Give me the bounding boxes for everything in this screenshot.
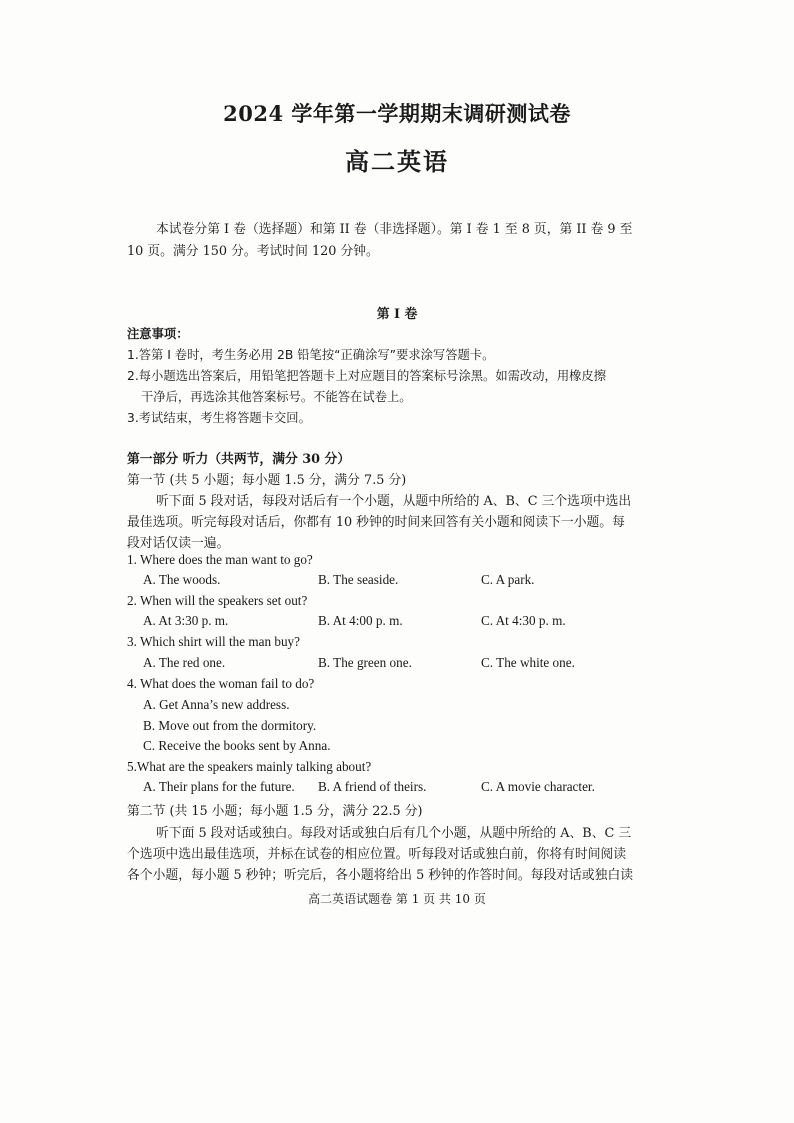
section1-heading: 第一节 (共 5 小题；每小题 1.5 分，满分 7.5 分) bbox=[127, 473, 407, 488]
notice-item: 1.答第 I 卷时，考生务必用 2B 铅笔按“正确涂写”要求涂写答题卡。 bbox=[127, 348, 495, 362]
notice-item: 2.每小题选出答案后，用铅笔把答题卡上对应题目的答案标号涂黑。如需改动，用橡皮擦 bbox=[127, 369, 607, 383]
exam-title: 2024 学年第一学期期末调研测试卷 bbox=[223, 101, 571, 126]
option-c: C. A movie character. bbox=[481, 779, 595, 794]
question-text: 1. Where does the man want to go? bbox=[127, 552, 313, 567]
notice-item: 3.考试结束，考生将答题卡交回。 bbox=[127, 411, 311, 425]
section1-instruction: 听下面 5 段对话，每段对话后有一个小题，从题中所给的 A、B、C 三个选项中选出 bbox=[156, 494, 632, 509]
option-b: B. A friend of theirs. bbox=[318, 779, 427, 794]
option-b: B. The green one. bbox=[318, 655, 412, 670]
option-a: A. At 3:30 p. m. bbox=[143, 613, 229, 628]
option-b: B. The seaside. bbox=[318, 572, 399, 587]
section2-instruction: 个选项中选出最佳选项，并标在试卷的相应位置。听每段对话或独白前，你将有时间阅读 bbox=[127, 847, 627, 862]
option-c: C. Receive the books sent by Anna. bbox=[143, 738, 331, 753]
question-text: 4. What does the woman fail to do? bbox=[127, 676, 315, 691]
question-text: 5.What are the speakers mainly talking about? bbox=[127, 759, 372, 774]
option-c: C. At 4:30 p. m. bbox=[481, 613, 566, 628]
section2-instruction: 各个小题，每小题 5 秒钟；听完后，各小题将给出 5 秒钟的作答时间。每段对话或独白读 bbox=[127, 868, 634, 883]
section1-instruction: 段对话仅读一遍。 bbox=[127, 536, 230, 551]
notice-item: 干净后，再选涂其他答案标号。不能答在试卷上。 bbox=[141, 390, 412, 404]
section1-instruction: 最佳选项。听完每段对话后，你都有 10 秒钟的时间来回答有关小题和阅读下一小题。每 bbox=[127, 515, 625, 530]
option-b: B. At 4:00 p. m. bbox=[318, 613, 403, 628]
option-c: C. The white one. bbox=[481, 655, 575, 670]
subject-title: 高二英语 bbox=[345, 147, 449, 176]
intro-line-2: 10 页。满分 150 分。考试时间 120 分钟。 bbox=[127, 244, 379, 259]
question-text: 3. Which shirt will the man buy? bbox=[127, 634, 300, 649]
option-a: A. Get Anna’s new address. bbox=[143, 697, 290, 712]
option-a: A. The red one. bbox=[143, 655, 226, 670]
option-a: A. The woods. bbox=[143, 572, 221, 587]
option-b: B. Move out from the dormitory. bbox=[143, 718, 317, 733]
option-c: C. A park. bbox=[481, 572, 535, 587]
question-text: 2. When will the speakers set out? bbox=[127, 593, 308, 608]
part1-heading: 第一部分 听力（共两节，满分 30 分） bbox=[127, 452, 351, 467]
section2-heading: 第二节 (共 15 小题；每小题 1.5 分，满分 22.5 分) bbox=[127, 804, 423, 819]
section2-instruction: 听下面 5 段对话或独白。每段对话或独白后有几个小题，从题中所给的 A、B、C 三 bbox=[156, 826, 632, 841]
volume-heading: 第 I 卷 bbox=[376, 307, 418, 322]
intro-line-1: 本试卷分第 I 卷（选择题）和第 II 卷（非选择题）。第 I 卷 1 至 8 页，第 II 卷 9 至 bbox=[156, 222, 633, 237]
option-a: A. Their plans for the future. bbox=[143, 779, 295, 794]
notice-title: 注意事项： bbox=[127, 327, 189, 341]
page-footer: 高二英语试题卷 第 1 页 共 10 页 bbox=[308, 892, 486, 906]
